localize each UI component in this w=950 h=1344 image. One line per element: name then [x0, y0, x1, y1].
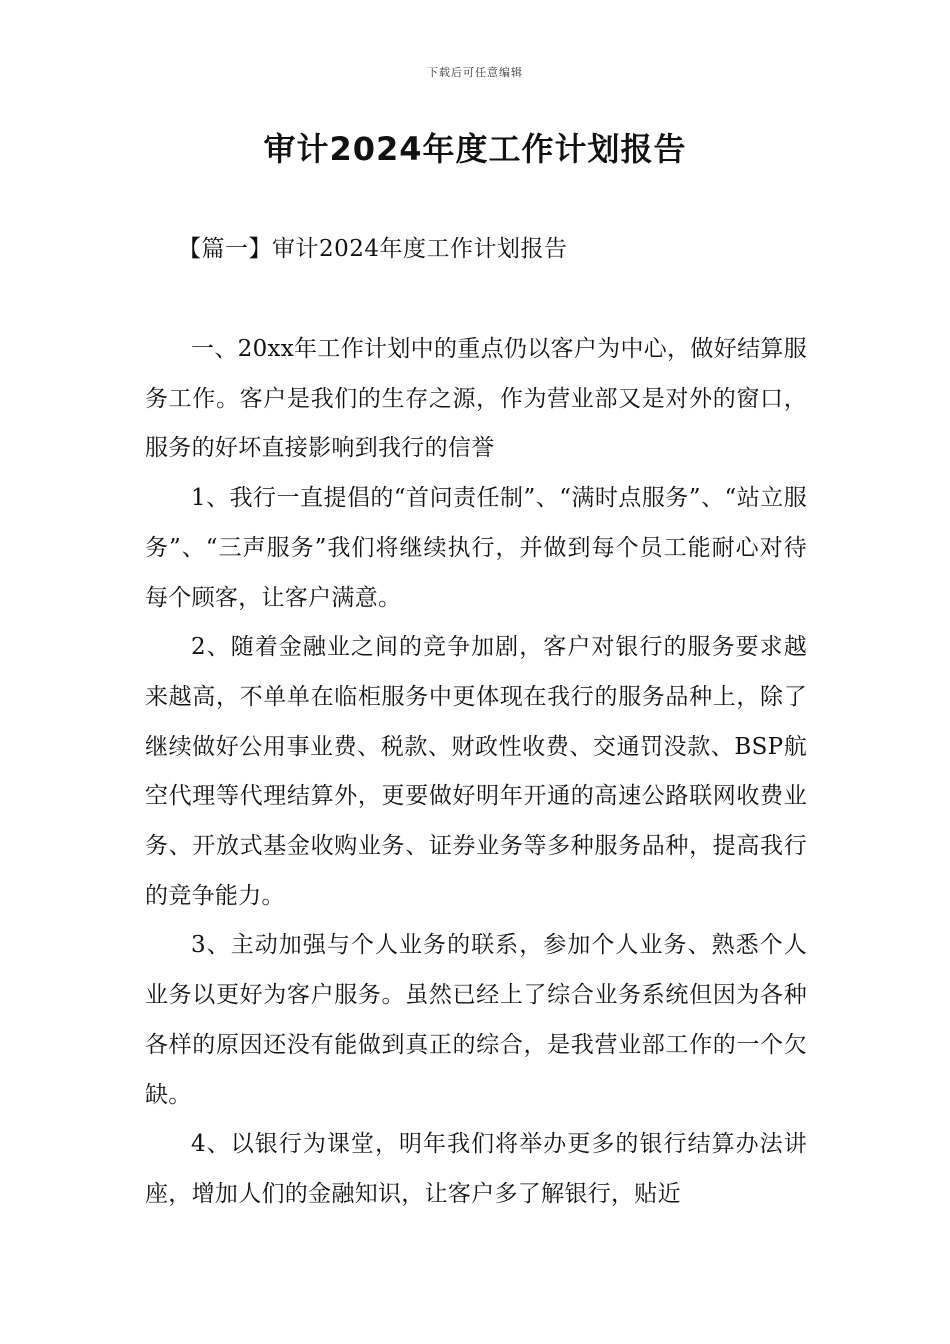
- paragraph-2: 1、我行一直提倡的“首问责任制”、“满时点服务”、“站立服务”、“三声服务”我们将继续执行，并做到每个员工能耐心对待每个顾客，让客户满意。: [145, 485, 807, 611]
- document-body: [145, 325, 807, 1220]
- paragraph-3: 2、随着金融业之间的竞争加剧，客户对银行的服务要求越来越高，不单单在临柜服务中更体现在我行的服务品种上，除了继续做好公用事业费、税款、财政性收费、交通罚没款、BSP航空代理等代理结算外，更要做好明年开通的高速公路联网收费业务、开放式基金收购业务、证券业务等多种服务品种，提高我行的竞争能力。: [145, 634, 807, 909]
- paragraph-5: 4、以银行为课堂，明年我们将举办更多的银行结算办法讲座，增加人们的金融知识，让客户多了解银行，贴近: [145, 1131, 807, 1207]
- header-note: 下载后可任意编辑: [427, 66, 523, 79]
- paragraph-1: 一、20xx年工作计划中的重点仍以客户为中心，做好结算服务工作。客户是我们的生存之源，作为营业部又是对外的窗口，服务的好坏直接影响到我行的信誉: [145, 336, 807, 462]
- paragraph-4: 3、主动加强与个人业务的联系，参加个人业务、熟悉个人业务以更好为客户服务。虽然已经上了综合业务系统但因为各种各样的原因还没有能做到真正的综合，是我营业部工作的一个欠缺。: [145, 932, 807, 1108]
- document-title: 审计2024年度工作计划报告: [263, 130, 687, 168]
- section-heading: 【篇一】审计2024年度工作计划报告: [178, 236, 568, 262]
